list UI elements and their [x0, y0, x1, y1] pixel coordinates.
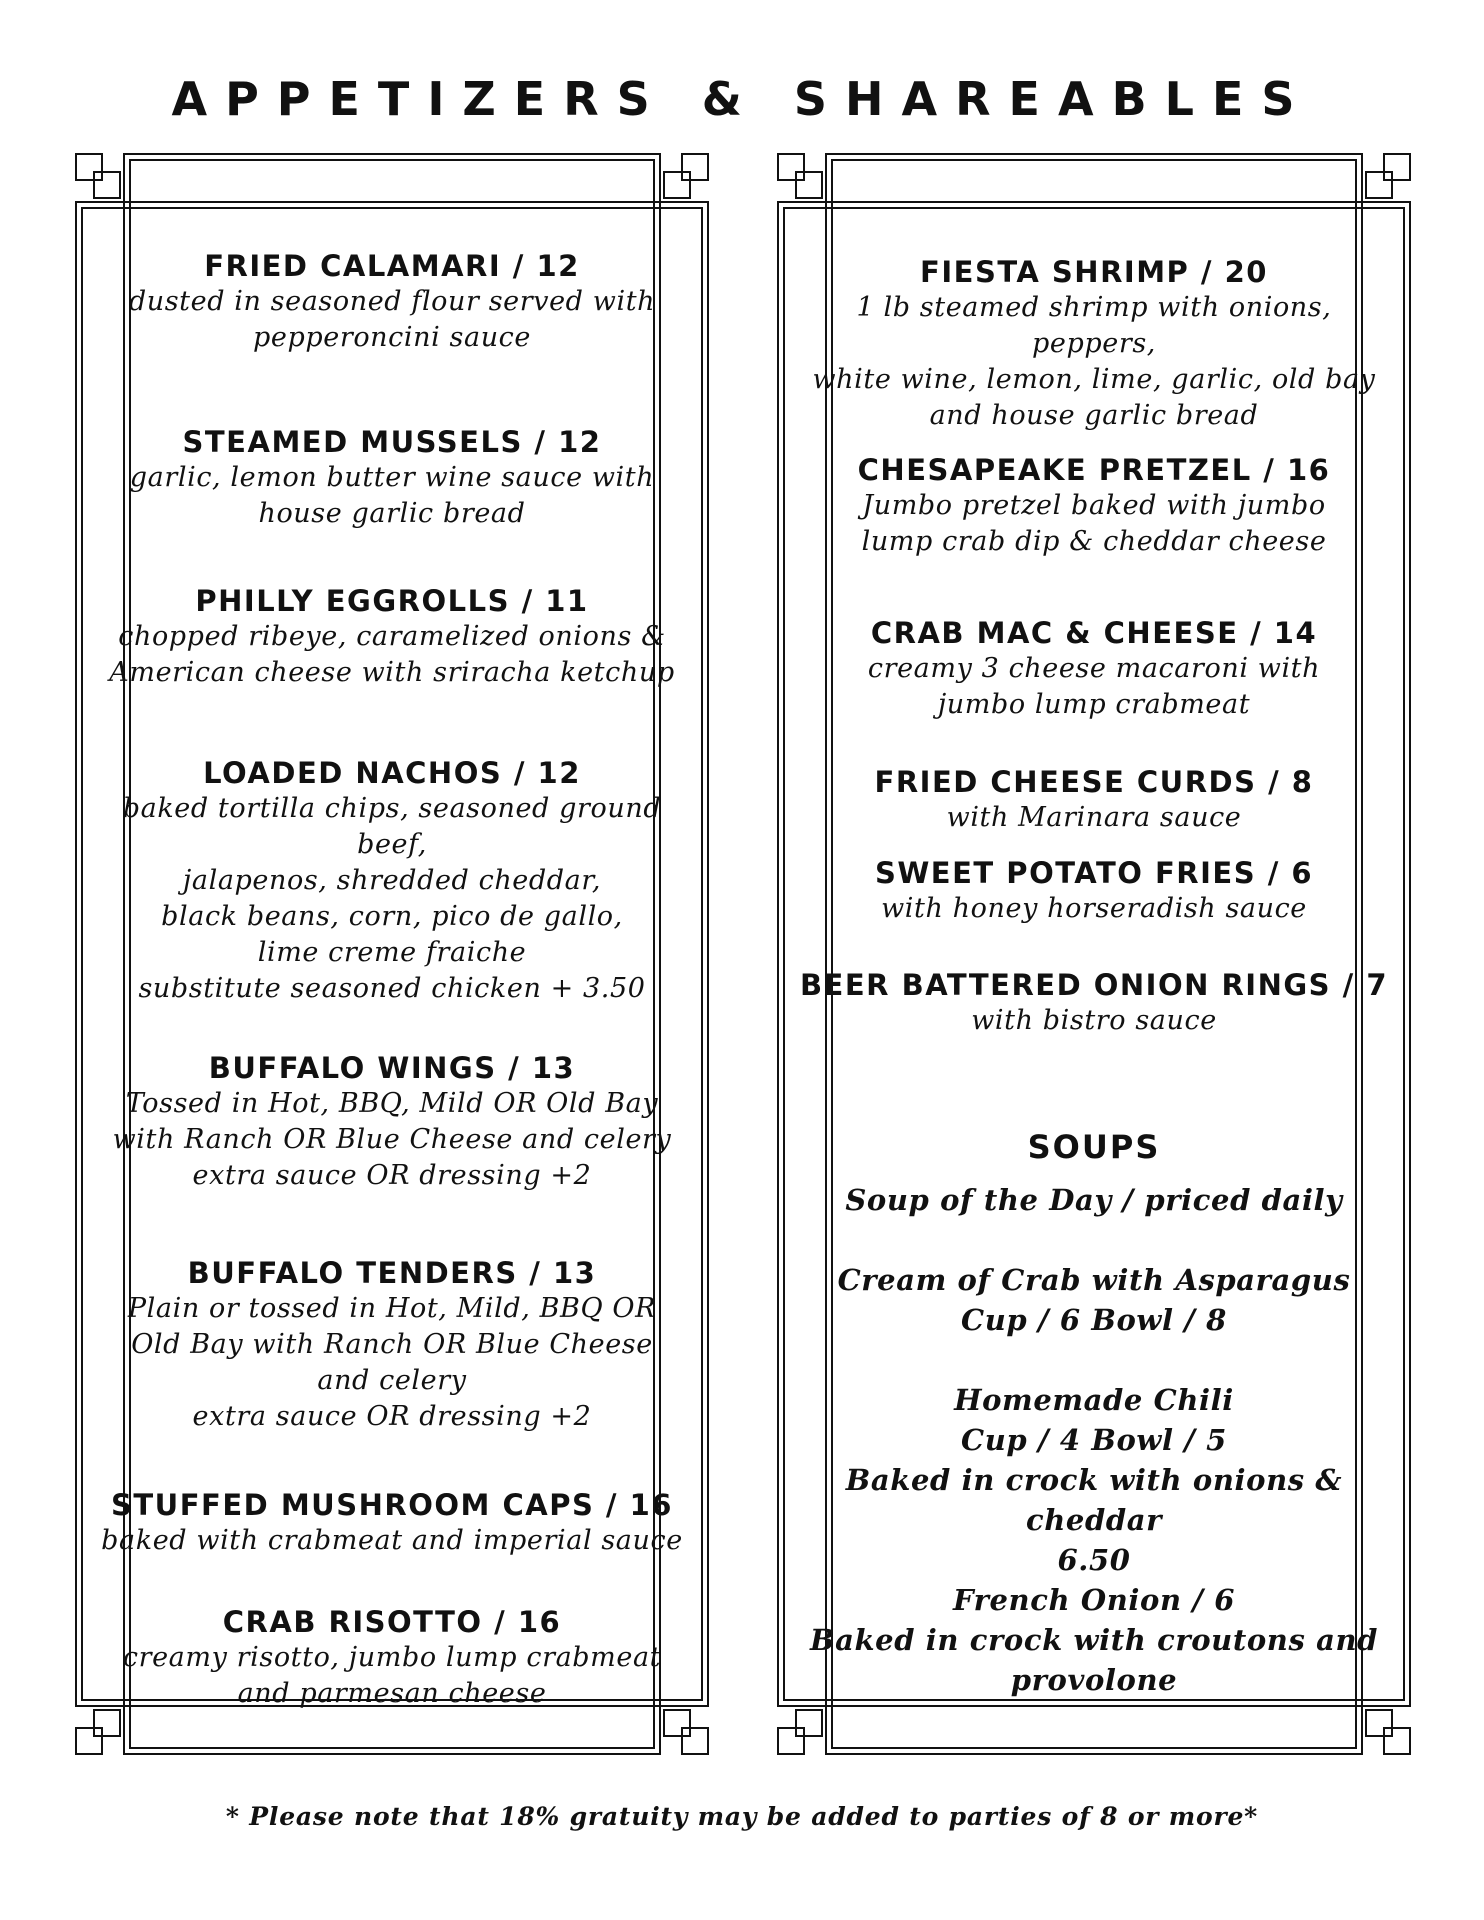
menu-item [792, 615, 1396, 723]
soup-item: Soup of the Day / priced daily [845, 1183, 1343, 1217]
item-description: Jumbo pretzel baked with jumbo lump crab dip & cheddar cheese [861, 490, 1327, 557]
item-description: Tossed in Hot, BBQ, Mild OR Old Bay with Ranch OR Blue Cheese and celery extra sauce OR dressing +2 [112, 1088, 672, 1191]
item-description: with honey horseradish sauce [881, 893, 1307, 924]
item-name: BUFFALO TENDERS / 13 [187, 1256, 597, 1290]
item-description: with Marinara sauce [946, 802, 1242, 833]
item-name: FRIED CHEESE CURDS / 8 [874, 765, 1314, 799]
left-menu-panel [72, 150, 712, 1758]
item-name: FRIED CALAMARI / 12 [204, 249, 580, 283]
item-name: STUFFED MUSHROOM CAPS / 16 [111, 1488, 673, 1522]
right-menu-panel [774, 150, 1414, 1758]
menu-item [792, 452, 1396, 560]
item-name: CRAB RISOTTO / 16 [222, 1605, 562, 1639]
item-description: baked with crabmeat and imperial sauce [101, 1525, 683, 1556]
menu-item [90, 1604, 694, 1712]
item-description: garlic, lemon butter wine sauce with house garlic bread [129, 462, 655, 529]
item-name: STEAMED MUSSELS / 12 [182, 425, 602, 459]
soup-item: Homemade Chili Cup / 4 Bowl / 5 Baked in crock with onions & cheddar 6.50 [845, 1383, 1343, 1577]
menu-item [90, 1050, 694, 1194]
item-description: with bistro sauce [971, 1005, 1217, 1036]
menu-item [90, 1255, 694, 1435]
item-description: dusted in seasoned flour served with pepperoncini sauce [128, 286, 656, 353]
menu-item [792, 855, 1396, 927]
menu-item [90, 755, 694, 1007]
item-name: FIESTA SHRIMP / 20 [920, 255, 1268, 289]
menu-item [90, 583, 694, 691]
item-description: baked tortilla chips, seasoned ground beef, jalapenos, shredded cheddar, black beans, corn, pico de gallo, lime creme fraiche substitute seasoned chicken + 3.50 [122, 793, 662, 1004]
item-name: LOADED NACHOS / 12 [203, 756, 581, 790]
item-name: BUFFALO WINGS / 13 [208, 1051, 576, 1085]
item-name: SWEET POTATO FRIES / 6 [874, 856, 1314, 890]
menu-item [792, 254, 1396, 434]
menu-item [792, 967, 1396, 1039]
menu-item [90, 248, 694, 356]
item-description: Plain or tossed in Hot, Mild, BBQ OR Old Bay with Ranch OR Blue Cheese and celery extra sauce OR dressing +2 [127, 1293, 657, 1432]
menu-item [792, 764, 1396, 836]
item-description: creamy risotto, jumbo lump crabmeat and parmesan cheese [122, 1642, 662, 1709]
item-description: chopped ribeye, caramelized onions & American cheese with sriracha ketchup [109, 621, 675, 688]
page-title: APPETIZERS & SHAREABLES [171, 72, 1313, 126]
soup-item: French Onion / 6 Baked in crock with croutons and provolone [809, 1583, 1379, 1697]
item-name: BEER BATTERED ONION RINGS / 7 [799, 968, 1389, 1002]
soup-item: Cream of Crab with Asparagus Cup / 6 Bowl / 8 [837, 1263, 1351, 1337]
menu-item [90, 1487, 694, 1559]
item-description: creamy 3 cheese macaroni with jumbo lump crabmeat [867, 653, 1321, 720]
item-name: CHESAPEAKE PRETZEL / 16 [857, 453, 1331, 487]
item-name: PHILLY EGGROLLS / 11 [195, 584, 589, 618]
gratuity-note: * Please note that 18% gratuity may be added to parties of 8 or more* [225, 1802, 1259, 1831]
item-description: 1 lb steamed shrimp with onions, peppers, white wine, lemon, lime, garlic, old bay and house garlic bread [812, 292, 1376, 431]
item-name: CRAB MAC & CHEESE / 14 [870, 616, 1318, 650]
menu-item [90, 424, 694, 532]
soups-heading: SOUPS [1027, 1128, 1161, 1166]
